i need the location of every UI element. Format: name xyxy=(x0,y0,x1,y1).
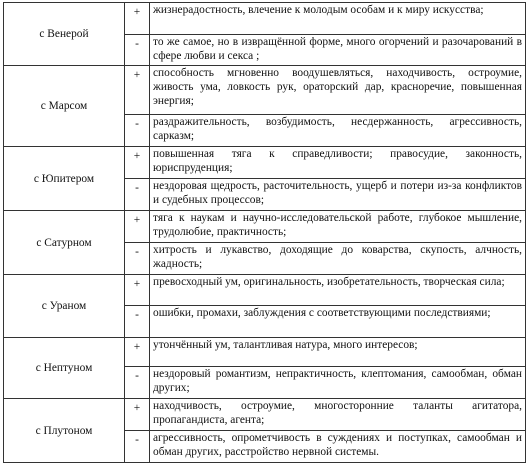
negative-description: раздражительность, возбудимость, несдержанность, агрессивность, сарказм; xyxy=(150,115,526,147)
planet-cell: с Сатурном xyxy=(4,211,125,275)
positive-sign: + xyxy=(125,399,150,431)
table-row xyxy=(4,275,526,306)
negative-description: нездоровый романтизм, непрактичность, клептомания, самообман, обман других; xyxy=(150,367,526,399)
aspects-table xyxy=(3,2,526,463)
negative-description: агрессивность, опрометчивость в суждениях и поступках, самообман и обман других, расстройство нервной системы. xyxy=(150,431,526,463)
planet-cell: с Венерой xyxy=(4,3,125,66)
negative-description: ошибки, промахи, заблуждения с соответствующими последствиями; xyxy=(150,306,526,338)
negative-description: то же самое, но в извращённой форме, много огорчений и разочарований в сфере любви и секса ; xyxy=(150,35,526,66)
negative-sign: - xyxy=(125,367,150,399)
negative-sign: - xyxy=(125,306,150,338)
planet-cell: с Ураном xyxy=(4,275,125,338)
positive-description: находчивость, остроумие, многосторонние таланты агитатора, пропагандиста, агента; xyxy=(150,399,526,431)
positive-sign: + xyxy=(125,211,150,243)
positive-sign: + xyxy=(125,66,150,115)
table-row xyxy=(4,399,526,431)
negative-sign: - xyxy=(125,115,150,147)
negative-sign: - xyxy=(125,243,150,275)
table-row xyxy=(4,66,526,115)
positive-description: утончённый ум, талантливая натура, много интересов; xyxy=(150,338,526,367)
table-row xyxy=(4,211,526,243)
positive-sign: + xyxy=(125,338,150,367)
positive-description: способность мгновенно воодушевляться, находчивость, остроумие, живость ума, ловкость рук, ораторский дар, красноречие, повышенная энергия; xyxy=(150,66,526,115)
planet-cell: с Юпитером xyxy=(4,147,125,211)
planet-cell: с Марсом xyxy=(4,66,125,147)
positive-description: тяга к наукам и научно-исследовательской работе, глубокое мышление, трудолюбие, практичность; xyxy=(150,211,526,243)
negative-description: нездоровая щедрость, расточительность, ущерб и потери из-за конфликтов и судебных процессов; xyxy=(150,179,526,211)
positive-sign: + xyxy=(125,3,150,35)
negative-description: хитрость и лукавство, доходящие до коварства, скупость, алчность, жадность; xyxy=(150,243,526,275)
planet-cell: с Плутоном xyxy=(4,399,125,463)
aspects-table-body xyxy=(4,3,526,463)
table-row xyxy=(4,338,526,367)
table-row xyxy=(4,3,526,35)
positive-description: превосходный ум, оригинальность, изобретательность, творческая сила; xyxy=(150,275,526,306)
planet-cell: с Нептуном xyxy=(4,338,125,399)
positive-description: жизнерадостность, влечение к молодым особам и к миру искусства; xyxy=(150,3,526,35)
positive-sign: + xyxy=(125,147,150,179)
negative-sign: - xyxy=(125,431,150,463)
table-row xyxy=(4,147,526,179)
negative-sign: - xyxy=(125,179,150,211)
positive-sign: + xyxy=(125,275,150,306)
positive-description: повышенная тяга к справедливости; правосудие, законность, юриспруденция; xyxy=(150,147,526,179)
negative-sign: - xyxy=(125,35,150,66)
